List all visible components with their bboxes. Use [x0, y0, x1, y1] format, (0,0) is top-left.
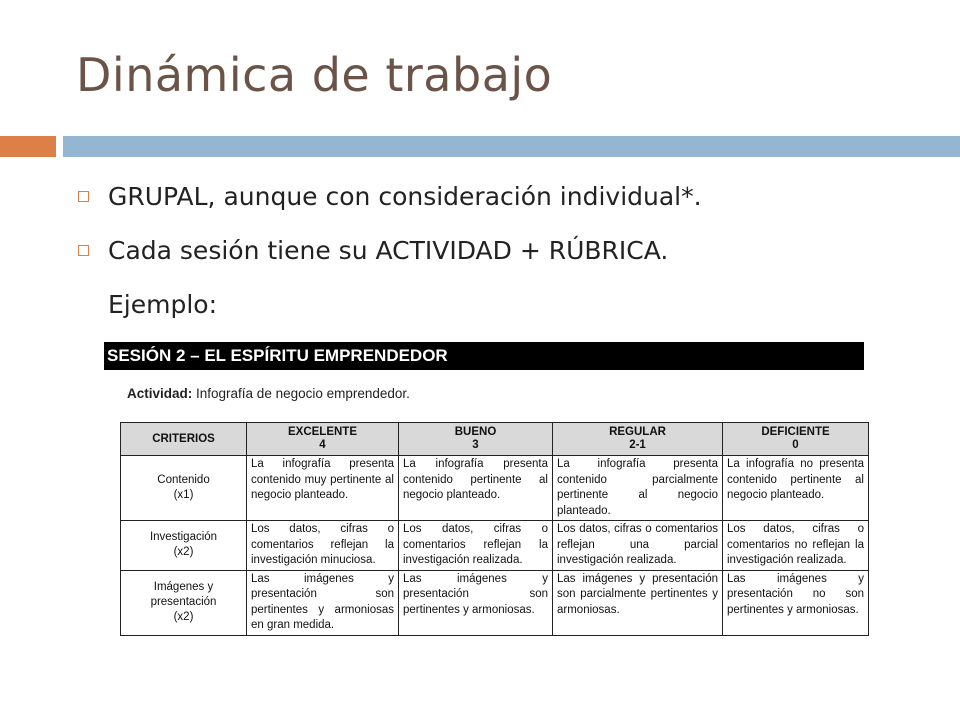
rubric-header-row — [121, 423, 869, 456]
column-name: BUENO — [454, 426, 497, 438]
column-name: CRITERIOS — [152, 432, 215, 445]
table-cell: Los datos, cifras o comentarios reflejan una parcial investigación realizada. — [553, 521, 723, 571]
column-score: 0 — [792, 439, 799, 451]
table-cell: Las imágenes y presentación son pertinentes y armoniosas en gran medida. — [247, 570, 399, 635]
criterion-name: Investigación — [149, 531, 218, 544]
embedded-document — [104, 342, 864, 631]
criterion-cell — [121, 456, 247, 521]
criterion-weight: (x2) — [173, 546, 194, 559]
column-score: 2-1 — [629, 439, 646, 451]
column-score: 3 — [472, 439, 479, 451]
table-cell: Los datos, cifras o comentarios reflejan la investigación realizada. — [399, 521, 553, 571]
table-cell: La infografía presenta contenido muy pertinente al negocio planteado. — [247, 456, 399, 521]
header-cell — [553, 423, 723, 456]
table-row — [121, 521, 869, 571]
column-name: DEFICIENTE — [761, 426, 830, 438]
header-cell — [399, 423, 553, 456]
activity-line — [127, 386, 864, 401]
table-row — [121, 456, 869, 521]
table-cell: La infografía presenta contenido parcialmente pertinente al negocio planteado. — [553, 456, 723, 521]
example-label: Ejemplo: — [108, 290, 218, 319]
bullet-text: GRUPAL, aunque con consideración individual*. — [108, 182, 702, 211]
rubric-table — [120, 422, 869, 636]
criterion-weight: (x2) — [173, 611, 194, 623]
table-cell: La infografía no presenta contenido pertinente al negocio planteado. — [723, 456, 869, 521]
activity-label: Actividad: — [127, 386, 193, 401]
criterion-weight: (x1) — [173, 489, 194, 501]
table-cell: La infografía presenta contenido pertinente al negocio planteado. — [399, 456, 553, 521]
header-cell — [723, 423, 869, 456]
activity-text: Infografía de negocio emprendedor. — [192, 386, 410, 401]
session-header: SESIÓN 2 – EL ESPÍRITU EMPRENDEDOR — [104, 342, 864, 370]
bullet-text: Cada sesión tiene su ACTIVIDAD + RÚBRICA. — [108, 236, 669, 265]
header-cell — [247, 423, 399, 456]
criterion-name: Contenido — [157, 474, 210, 486]
criterion-name: Imágenes y presentación — [150, 581, 217, 608]
column-score: 4 — [319, 439, 326, 451]
table-cell: Las imágenes y presentación son parcialmente pertinentes y armoniosas. — [553, 570, 723, 635]
table-cell: Los datos, cifras o comentarios no reflejan la investigación realizada. — [723, 521, 869, 571]
column-name: REGULAR — [609, 426, 666, 438]
table-cell: Las imágenes y presentación no son pertinentes y armoniosas. — [723, 570, 869, 635]
slide-title: Dinámica de trabajo — [76, 48, 553, 102]
criterion-cell — [121, 570, 247, 635]
table-row — [121, 570, 869, 635]
header-cell — [121, 423, 247, 456]
accent-bar-blue — [63, 136, 960, 157]
square-bullet-icon — [78, 191, 89, 202]
column-name: EXCELENTE — [287, 426, 357, 438]
table-cell: Los datos, cifras o comentarios reflejan la investigación minuciosa. — [247, 521, 399, 571]
accent-bar-orange — [0, 136, 56, 157]
criterion-cell — [121, 521, 247, 571]
square-bullet-icon — [78, 245, 89, 256]
table-cell: Las imágenes y presentación son pertinentes y armoniosas. — [399, 570, 553, 635]
